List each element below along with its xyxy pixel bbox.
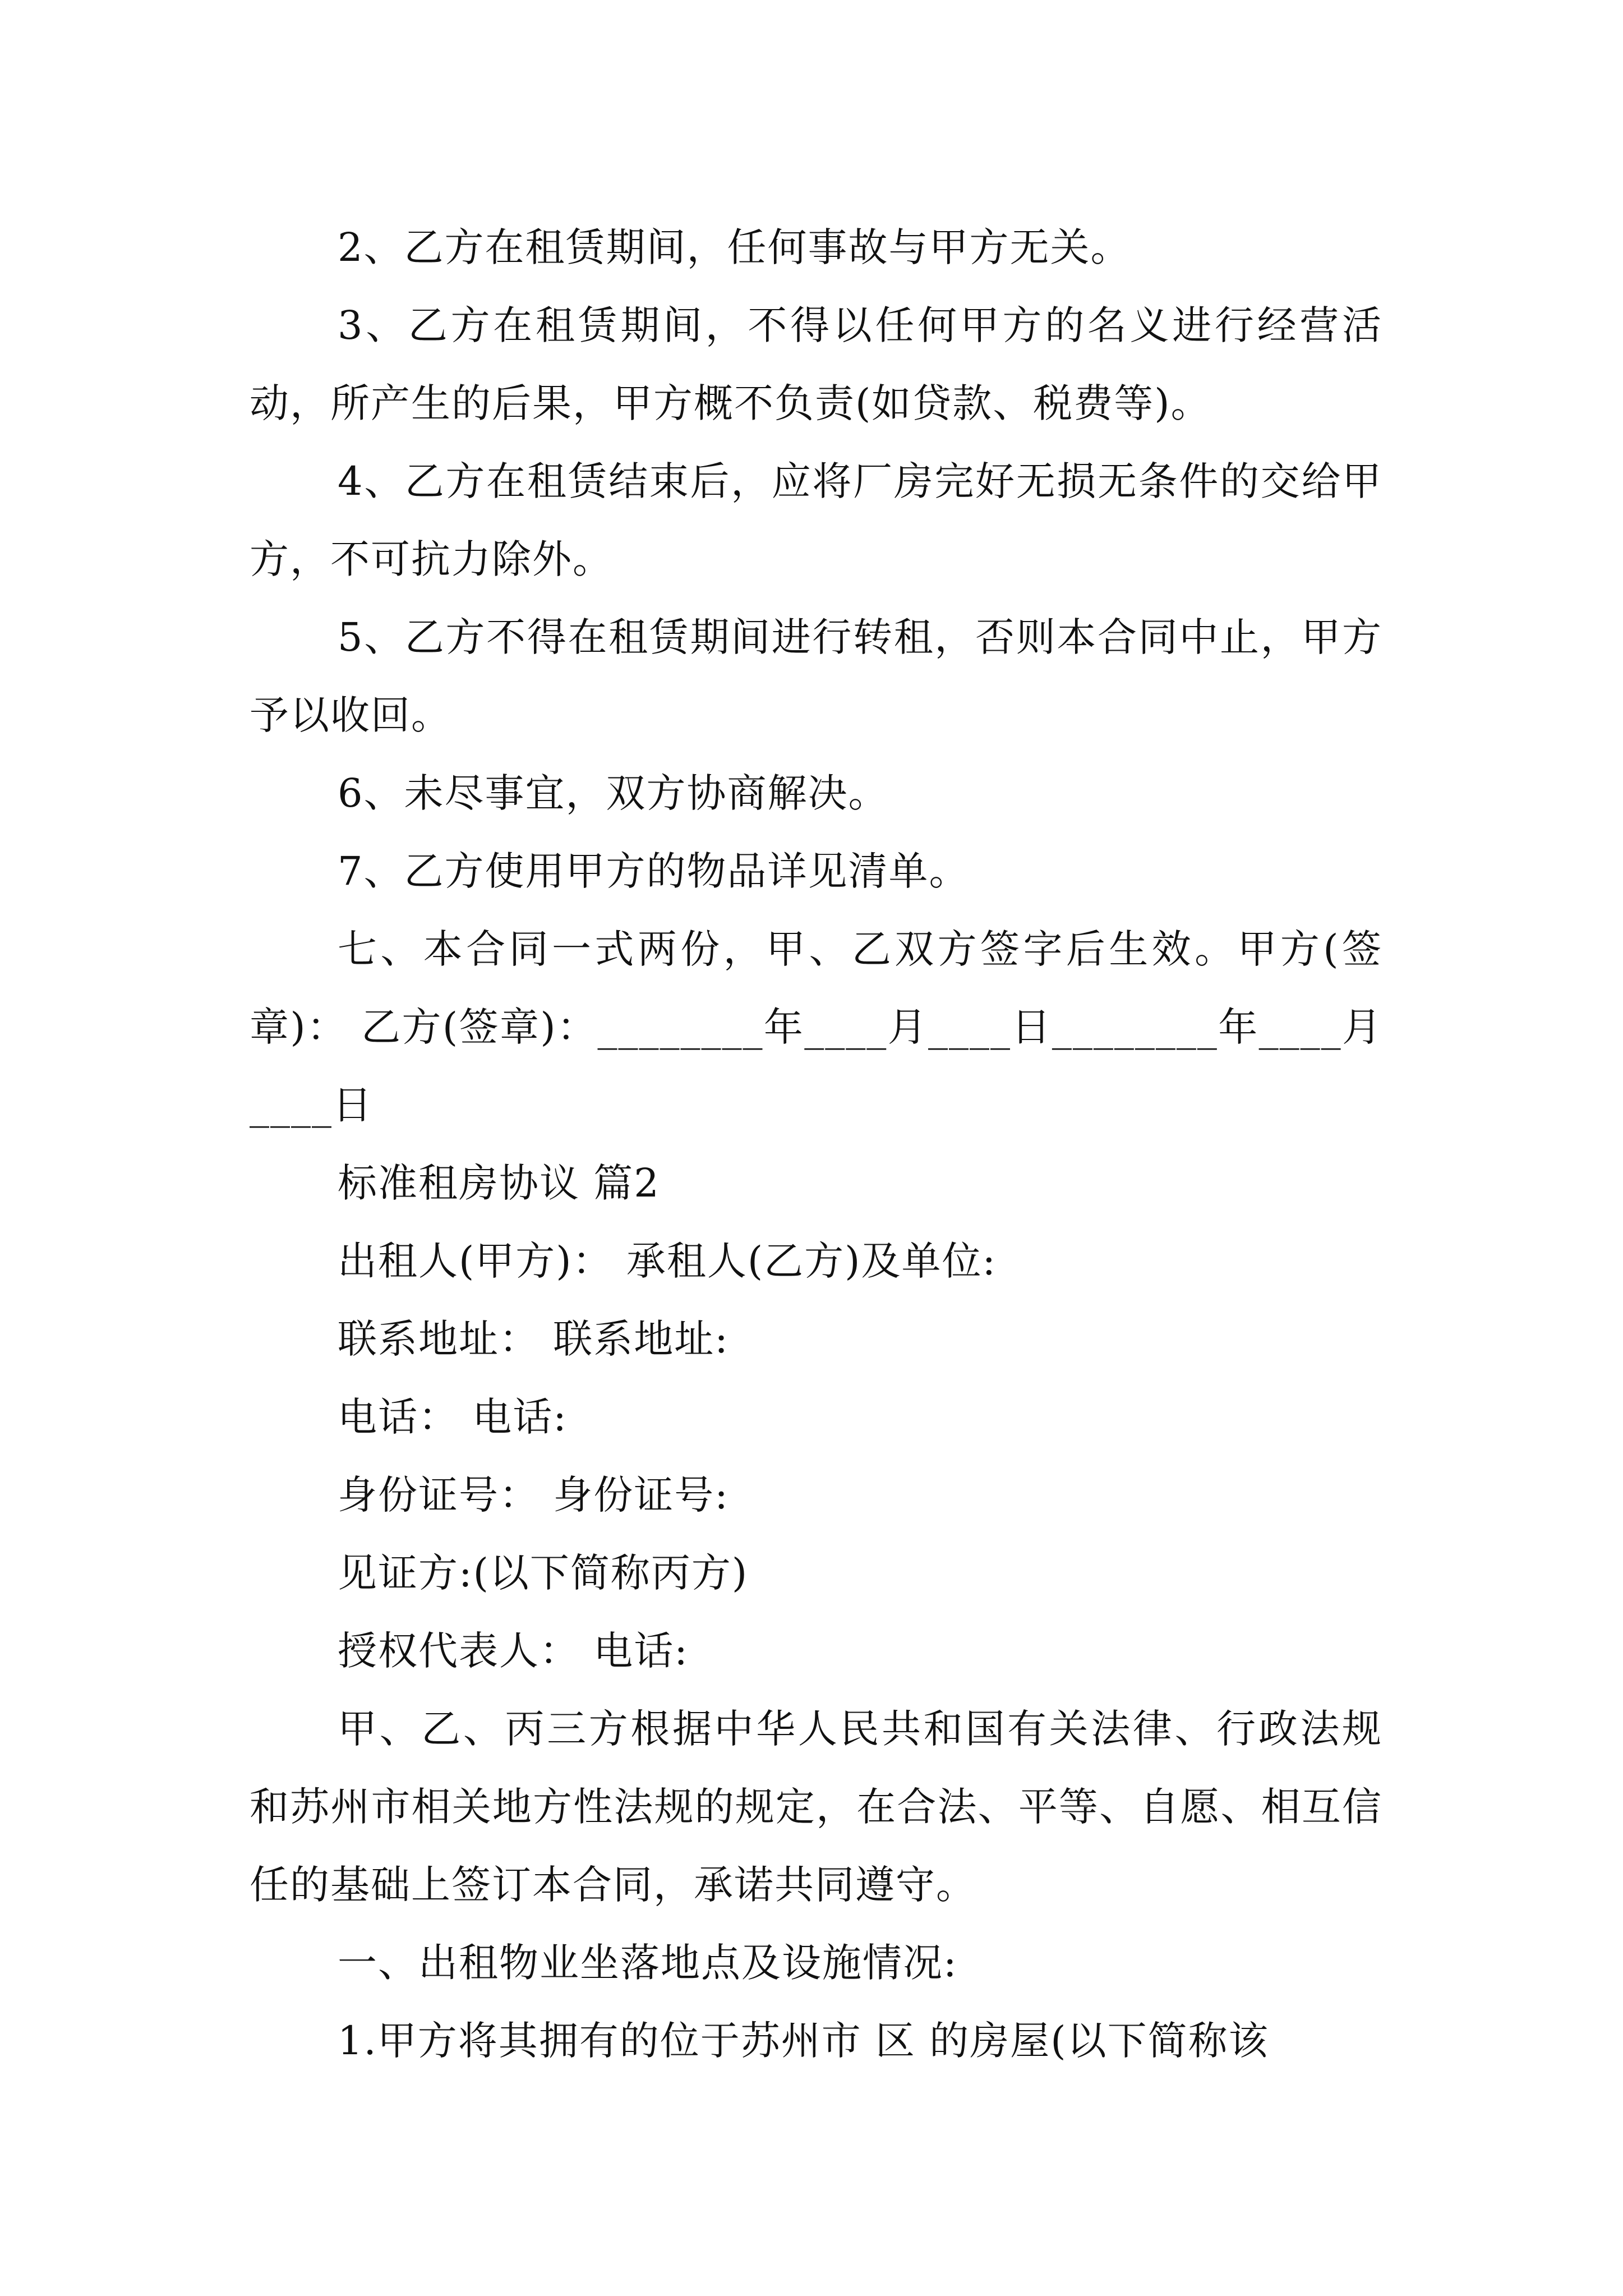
property-section-heading: 一、出租物业坐落地点及设施情况: bbox=[338, 1940, 958, 1986]
section-heading: 标准租房协议 篇2 bbox=[338, 1160, 660, 1206]
property-clause-1: 1.甲方将其拥有的位于苏州市 区 的房屋(以下简称该 bbox=[338, 2018, 1269, 2064]
paragraph-clause-2: 2、乙方在租赁期间，任何事故与甲方无关。 bbox=[338, 224, 1131, 270]
paragraph-clause-4: 4、乙方在租赁结束后，应将厂房完好无损无条件的交给甲方，不可抗力除外。 bbox=[250, 458, 1382, 582]
paragraph-clause-6: 6、未尽事宜，双方协商解决。 bbox=[338, 770, 889, 816]
representative-line: 授权代表人： 电话: bbox=[338, 1628, 689, 1674]
document-body bbox=[250, 209, 1382, 2080]
paragraph-clause-7: 7、乙方使用甲方的物品详见清单。 bbox=[338, 848, 970, 894]
paragraph-signature-clause: 七、本合同一式两份，甲、乙双方签字后生效。甲方(签章)： 乙方(签章)：________年____月____日________年____月____日 bbox=[250, 926, 1382, 1128]
preamble-paragraph: 甲、乙、丙三方根据中华人民共和国有关法律、行政法规和苏州市相关地方性法规的规定，在合法、平等、自愿、相互信任的基础上签订本合同，承诺共同遵守。 bbox=[250, 1706, 1382, 1908]
address-line: 联系地址： 联系地址: bbox=[338, 1316, 729, 1362]
phone-line: 电话： 电话: bbox=[338, 1394, 568, 1440]
paragraph-clause-3: 3、乙方在租赁期间，不得以任何甲方的名义进行经营活动，所产生的后果，甲方概不负责(如贷款、税费等)。 bbox=[250, 302, 1382, 426]
witness-line: 见证方:(以下简称丙方) bbox=[338, 1550, 749, 1596]
party-names-line: 出租人(甲方)： 承租人(乙方)及单位: bbox=[338, 1238, 997, 1284]
id-number-line: 身份证号： 身份证号: bbox=[338, 1472, 729, 1518]
paragraph-clause-5: 5、乙方不得在租赁期间进行转租，否则本合同中止，甲方予以收回。 bbox=[250, 614, 1382, 738]
